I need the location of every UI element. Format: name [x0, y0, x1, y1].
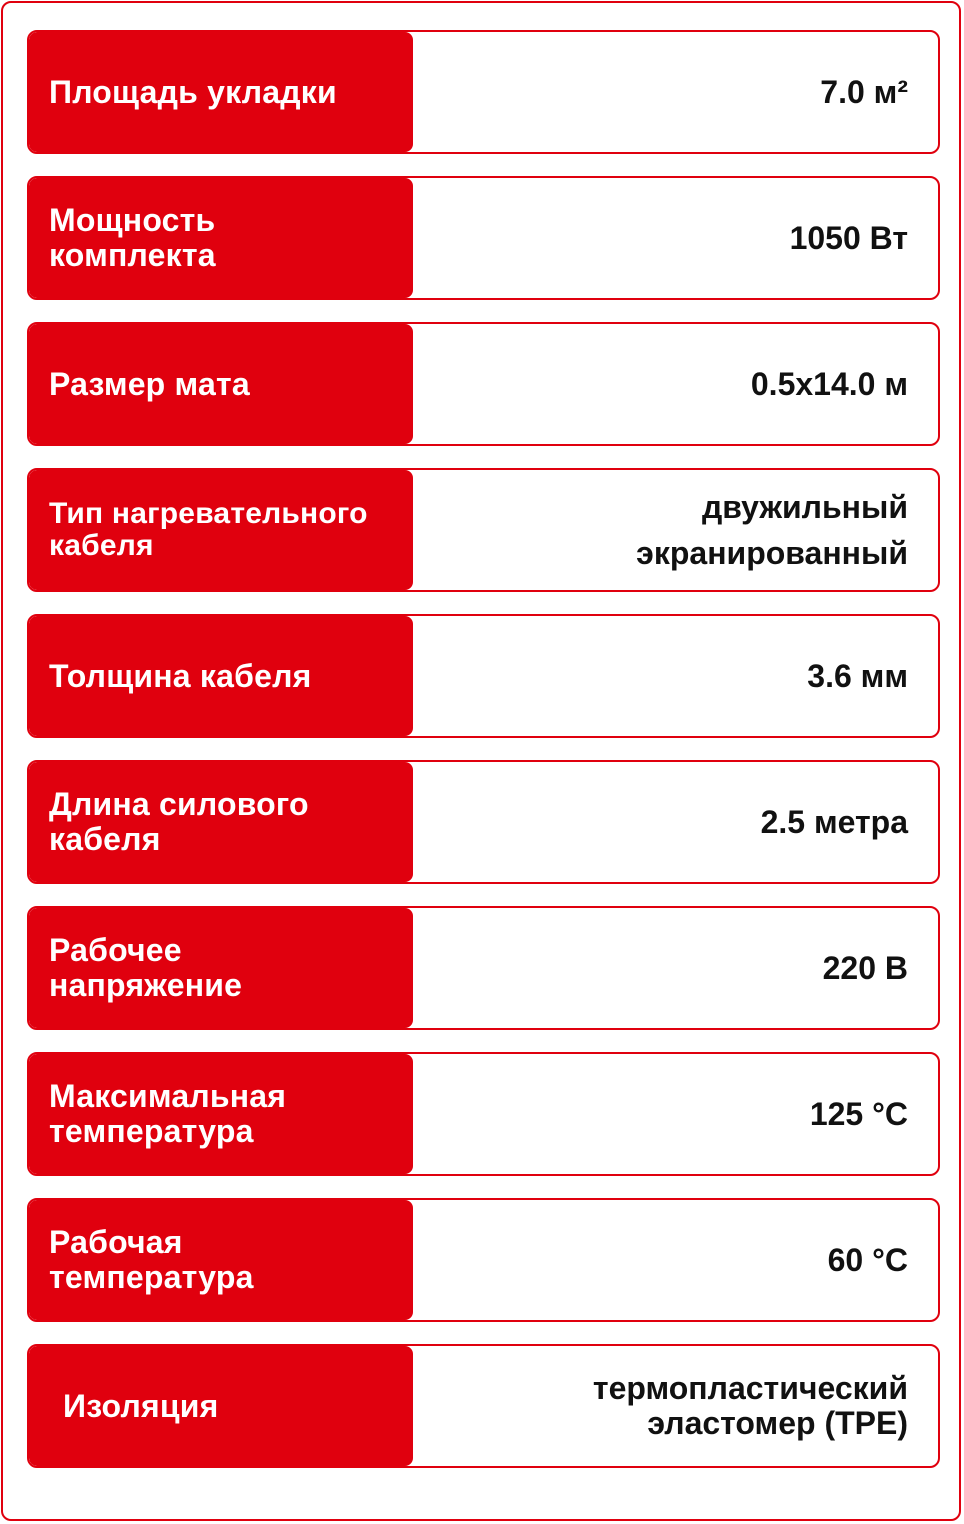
spec-label: Рабочее напряжение — [29, 908, 413, 1028]
spec-label: Размер мата — [29, 324, 413, 444]
spec-list — [27, 30, 940, 1490]
spec-row-insulation — [27, 1344, 940, 1468]
spec-row-area — [27, 30, 940, 154]
spec-row-working-temperature — [27, 1198, 940, 1322]
spec-value: 3.6 мм — [807, 658, 908, 694]
spec-row-power-cable-length — [27, 760, 940, 884]
spec-value: 7.0 м² — [820, 74, 908, 110]
spec-value: 2.5 метра — [760, 804, 908, 840]
spec-value: 0.5x14.0 м — [750, 366, 908, 402]
spec-value: термопластический эластомер (TPE) — [592, 1370, 908, 1441]
spec-label: Толщина кабеля — [29, 616, 413, 736]
spec-value: 1050 Вт — [789, 220, 908, 256]
spec-row-voltage — [27, 906, 940, 1030]
spec-label: Тип нагревательного кабеля — [29, 470, 413, 590]
spec-label: Рабочая температура — [29, 1200, 413, 1320]
spec-label: Длина силового кабеля — [29, 762, 413, 882]
spec-value: 125 °C — [809, 1096, 908, 1132]
spec-row-cable-thickness — [27, 614, 940, 738]
spec-row-power — [27, 176, 940, 300]
spec-row-cable-type — [27, 468, 940, 592]
spec-row-mat-size — [27, 322, 940, 446]
spec-value: 60 °C — [827, 1242, 908, 1278]
spec-value: 220 В — [822, 950, 908, 986]
spec-row-max-temperature — [27, 1052, 940, 1176]
spec-label: Изоляция — [29, 1346, 413, 1466]
spec-label: Площадь укладки — [29, 32, 413, 152]
spec-label: Мощность комплекта — [29, 178, 413, 298]
spec-value: двужильный экранированный — [636, 489, 908, 571]
spec-label: Максимальная температура — [29, 1054, 413, 1174]
